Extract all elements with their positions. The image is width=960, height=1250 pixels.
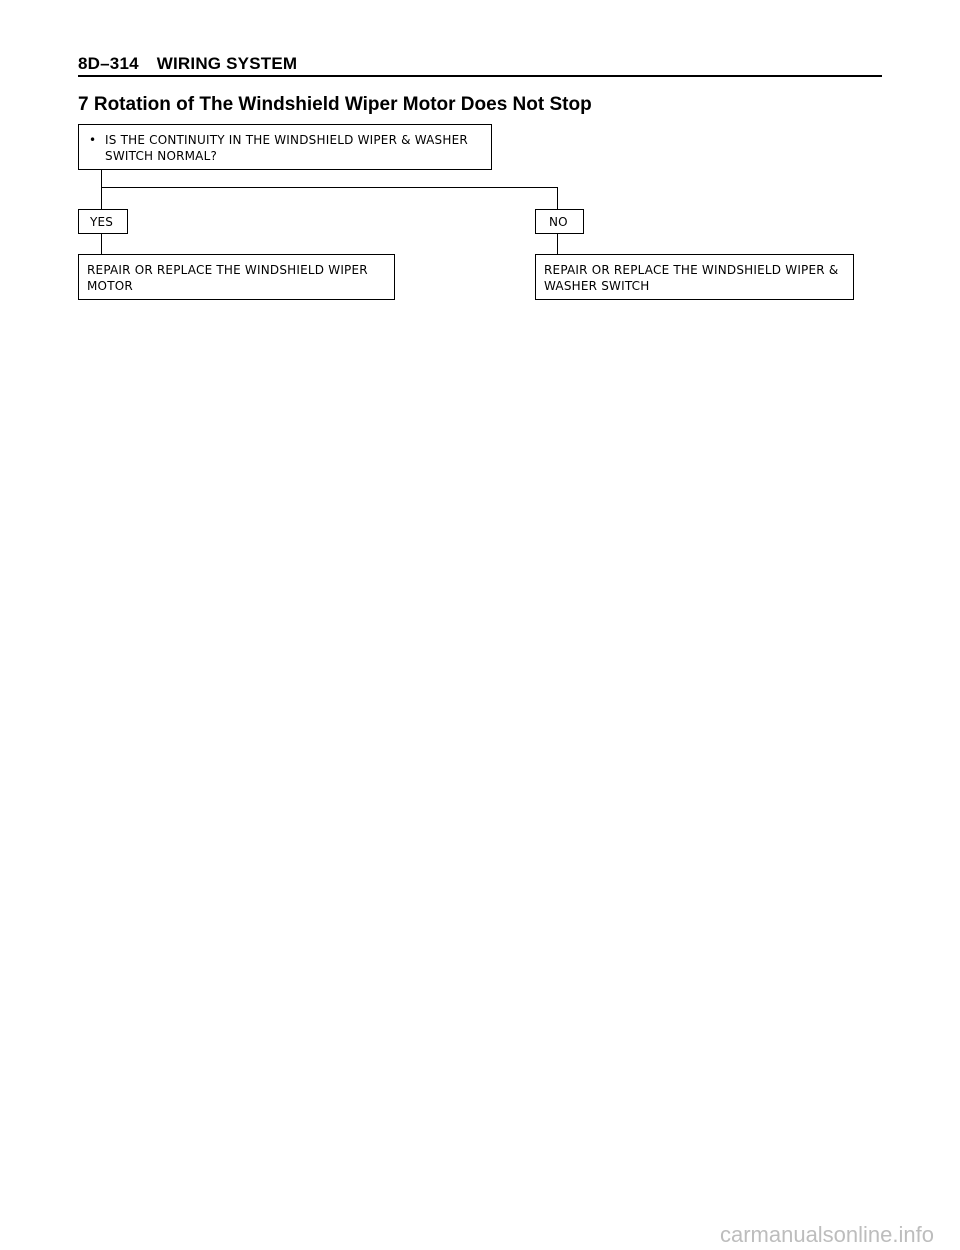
connector-horizontal (101, 187, 558, 188)
no-result-line-2: WASHER SWITCH (544, 279, 650, 293)
watermark: carmanualsonline.info (719, 1222, 934, 1247)
page-code: 8D–314 (78, 54, 139, 73)
question-line-2: SWITCH NORMAL? (105, 149, 218, 163)
page-title: 7 Rotation of The Windshield Wiper Motor Does Not Stop (78, 94, 592, 115)
no-result-box (535, 254, 854, 300)
yes-result-line-1: REPAIR OR REPLACE THE WINDSHIELD WIPER (87, 263, 368, 277)
connector-yes-result (101, 234, 102, 254)
section-title: WIRING SYSTEM (156, 54, 298, 73)
page-header (78, 54, 297, 74)
no-box: NO (535, 209, 584, 234)
question-box (78, 124, 492, 170)
header-rule (78, 75, 882, 77)
yes-result-box (78, 254, 395, 300)
yes-box: YES (78, 209, 128, 234)
yes-result-line-2: MOTOR (87, 279, 133, 293)
no-result-line-1: REPAIR OR REPLACE THE WINDSHIELD WIPER & (544, 263, 839, 277)
connector-no-result (557, 234, 558, 254)
connector-question-down (101, 170, 102, 209)
bullet: • (89, 133, 97, 147)
connector-no-down (557, 187, 558, 209)
question-line-1: IS THE CONTINUITY IN THE WINDSHIELD WIPER & WASHER (105, 133, 468, 147)
